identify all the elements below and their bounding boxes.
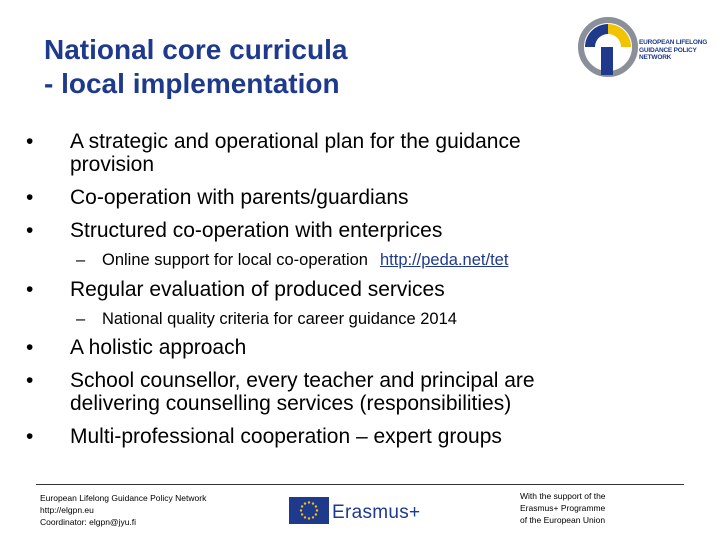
bullet-text: A strategic and operational plan for the guidance [70, 130, 521, 153]
elgpn-logo [577, 16, 708, 78]
footer-support-line-2: Erasmus+ Programme [520, 503, 606, 513]
footer-support-note [520, 490, 606, 526]
eu-flag-icon [289, 497, 329, 524]
slide-title-line-1: National core curricula [44, 34, 348, 65]
sub-bullet-text: National quality criteria for career guidance 2014 [102, 310, 457, 328]
footer-divider [36, 484, 684, 485]
footer-network-name: European Lifelong Guidance Policy Network [40, 493, 207, 503]
logo-text-line-3: NETWORK [639, 54, 672, 61]
erasmus-plus-logo-text: Erasmus+ [332, 502, 421, 523]
footer-network-info [40, 492, 206, 528]
logo-text-line-1: EUROPEAN LIFELONG [639, 39, 708, 46]
footer-support-line-3: of the European Union [520, 515, 606, 525]
bullet-text: A holistic approach [70, 336, 247, 359]
bullet-text: Regular evaluation of produced services [70, 278, 445, 301]
sub-bullet-marker: – [76, 310, 86, 328]
bullet-text: delivering counselling services (responsibilities) [70, 391, 512, 415]
bullet-marker: • [26, 369, 34, 392]
elgpn-logo-mark [577, 16, 639, 78]
elgpn-logo-text [639, 39, 708, 62]
bullet-text: Structured co-operation with enterprices [70, 219, 443, 242]
bullet-text: School counsellor, every teacher and principal are [70, 369, 535, 392]
footer-support-line-1: With the support of the [520, 491, 606, 501]
bullet-marker: • [26, 130, 34, 153]
bullet-text: Multi-professional cooperation – expert groups [70, 425, 502, 448]
peda-link[interactable]: http://peda.net/tet [379, 251, 509, 269]
sub-bullet-marker: – [76, 251, 86, 269]
slide-title-line-2: - local implementation [44, 68, 340, 99]
bullet-marker: • [26, 278, 34, 301]
bullet-text: provision [70, 152, 155, 176]
footer-coordinator[interactable]: Coordinator: elgpn@jyu.fi [40, 517, 137, 527]
bullet-marker: • [26, 219, 34, 242]
bullet-text: Co-operation with parents/guardians [70, 186, 409, 209]
bullet-marker: • [26, 425, 34, 448]
bullet-marker: • [26, 186, 34, 209]
bullet-marker: • [26, 336, 34, 359]
sub-bullet-text: Online support for local co-operation [102, 251, 368, 269]
slide-title [44, 33, 524, 101]
footer-network-url[interactable]: http://elgpn.eu [40, 505, 94, 515]
logo-text-line-2: GUIDANCE POLICY [639, 46, 697, 54]
